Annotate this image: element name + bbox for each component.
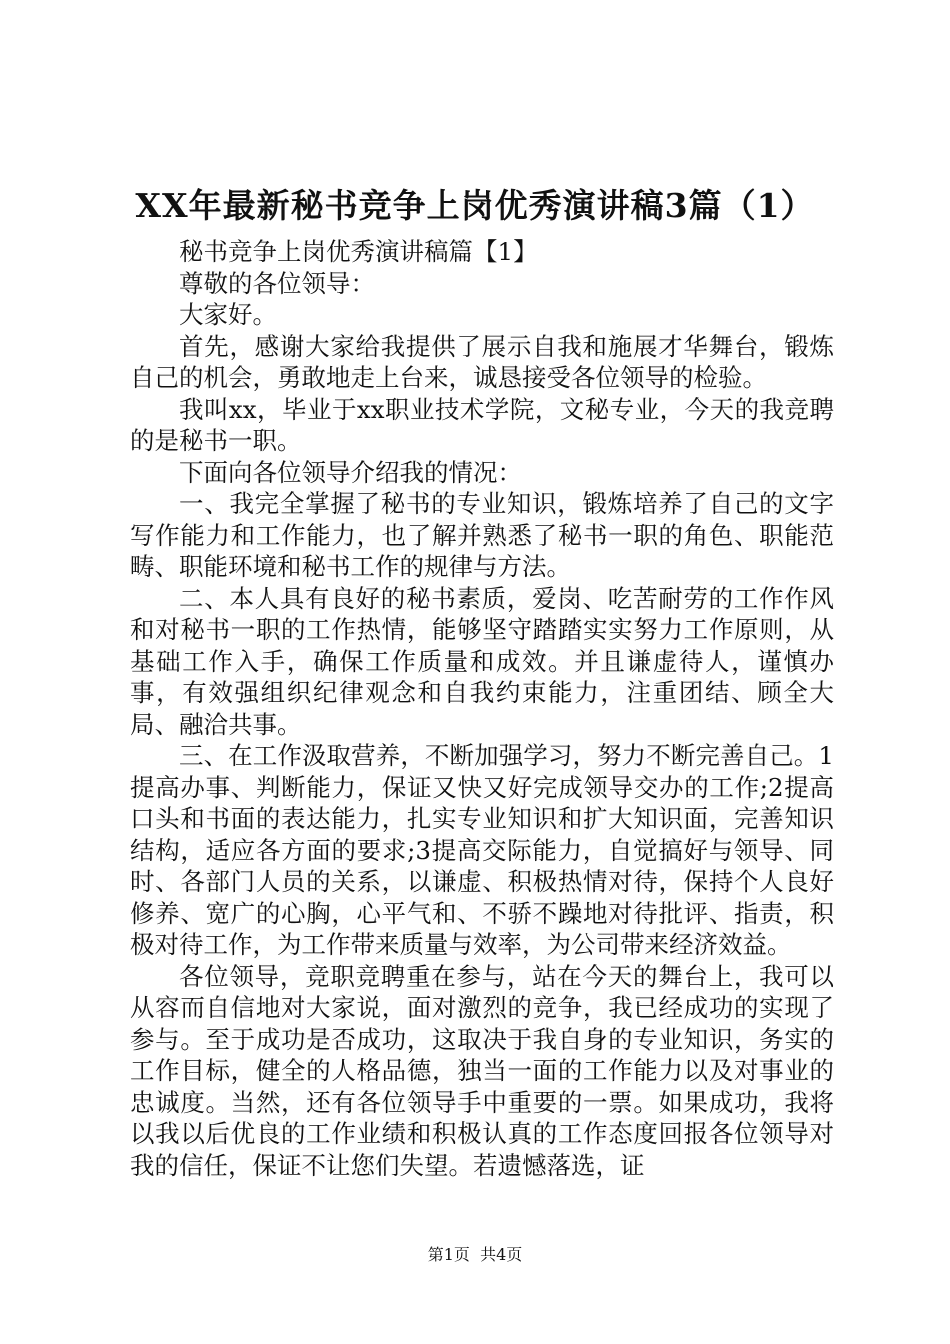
paragraph-self-introduction: 我叫xx，毕业于xx职业技术学院，文秘专业，今天的我竞聘的是秘书一职。 bbox=[130, 394, 834, 455]
document-title: XX年最新秘书竞争上岗优秀演讲稿3篇（1） bbox=[135, 186, 815, 225]
paragraph-point-one: 一、我完全掌握了秘书的专业知识，锻炼培养了自己的文字写作能力和工作能力，也了解并熟悉了秘书一职的角色、职能范畴、职能环境和秘书工作的规律与方法。 bbox=[130, 489, 834, 581]
page-number-label: 第1页 共4页 bbox=[427, 1245, 523, 1264]
paragraph-intro: 首先，感谢大家给我提供了展示自我和施展才华舞台，锻炼自己的机会，勇敢地走上台来，诚恳接受各位领导的检验。 bbox=[130, 331, 834, 392]
paragraph-situation-lead: 下面向各位领导介绍我的情况： bbox=[179, 457, 522, 487]
paragraph-closing: 各位领导，竞职竞聘重在参与，站在今天的舞台上，我可以从容而自信地对大家说，面对激烈的竞争，我已经成功的实现了参与。至于成功是否成功，这取决于我自身的专业知识，务实的工作目标，健全的人格品德，独当一面的工作能力以及对事业的忠诚度。当然，还有各位领导手中重要的一票。如果成功，我将以我以后优良的工作业绩和积极认真的工作态度回报各位领导对我的信任，保证不让您们失望。若遗憾落选，证 bbox=[130, 961, 834, 1180]
paragraph-greeting: 大家好。 bbox=[179, 300, 277, 329]
paragraph-point-two: 二、本人具有良好的秘书素质，爱岗、吃苦耐劳的工作作风和对秘书一职的工作热情，能够坚守踏踏实实努力工作原则，从基础工作入手，确保工作质量和成效。并且谦虚待人，谨慎办事，有效强组织纪律观念和自我约束能力，注重团结、顾全大局、融洽共事。 bbox=[130, 583, 834, 739]
document-body bbox=[130, 236, 834, 1181]
page-footer bbox=[0, 1244, 950, 1266]
paragraph-section-heading: 秘书竞争上岗优秀演讲稿篇【1】 bbox=[179, 237, 538, 266]
paragraph-point-three: 三、在工作汲取营养，不断加强学习，努力不断完善自己。1提高办事、判断能力，保证又快又好完成领导交办的工作;2提高口头和书面的表达能力，扎实专业知识和扩大知识面，完善知识结构，适应各方面的要求;3提高交际能力，自觉搞好与领导、同时、各部门人员的关系，以谦虚、积极热情对待，保持个人良好修养、宽广的心胸，心平气和、不骄不躁地对待批评、指责，积极对待工作，为工作带来质量与效率，为公司带来经济效益。 bbox=[130, 741, 834, 959]
paragraph-salutation: 尊敬的各位领导： bbox=[179, 268, 375, 298]
